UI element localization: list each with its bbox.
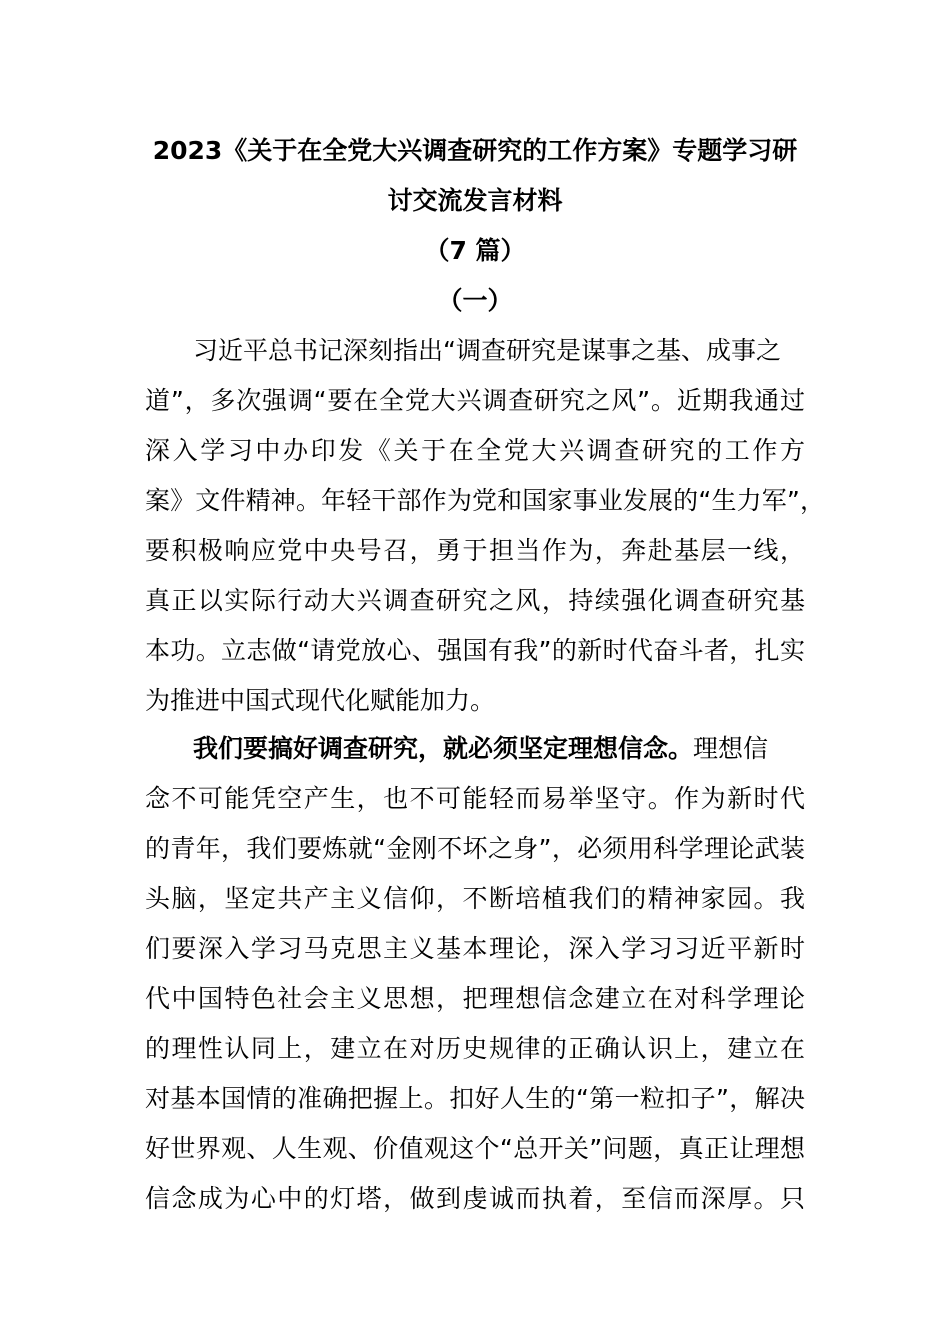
section-heading: （一） [437,286,513,315]
para2-line-4: 头脑，坚定共产主义信仰，不断培植我们的精神家园。我 [145,884,805,913]
para2-line-1-tail: 理想信 [693,734,769,763]
para2-line-9: 好世界观、人生观、价值观这个“总开关”问题，真正让理想 [145,1134,805,1163]
para2-line-10: 信念成为心中的灯塔，做到虔诚而执着，至信而深厚。只 [145,1184,805,1213]
para2-line-5: 们要深入学习马克思主义基本理论，深入学习习近平新时 [145,934,805,963]
para1-line-8: 为推进中国式现代化赋能加力。 [145,686,496,715]
para1-line-4: 案》文件精神。年轻干部作为党和国家事业发展的“生力军”， [145,486,825,515]
para1-line-2: 道”，多次强调“要在全党大兴调查研究之风”。近期我通过 [145,386,805,415]
article-count: （7 篇） [424,236,526,265]
para2-line-7: 的理性认同上，建立在对历史规律的正确认识上，建立在 [145,1034,805,1063]
para2-line-3: 的青年，我们要炼就“金刚不坏之身”，必须用科学理论武装 [145,834,805,863]
para1-line-7: 本功。立志做“请党放心、强国有我”的新时代奋斗者，扎实 [145,636,805,665]
para1-line-1: 习近平总书记深刻指出“调查研究是谋事之基、成事之 [193,336,781,365]
para1-line-6: 真正以实际行动大兴调查研究之风，持续强化调查研究基 [145,586,805,615]
para1-line-3: 深入学习中办印发《关于在全党大兴调查研究的工作方 [145,436,805,465]
para2-heading: 我们要搞好调查研究，就必须坚定理想信念。 [193,734,694,763]
document-title-line-1: 2023《关于在全党大兴调查研究的工作方案》专题学习研 [152,136,798,165]
para1-line-5: 要积极响应党中央号召，勇于担当作为，奔赴基层一线， [145,536,805,565]
para2-line-2: 念不可能凭空产生，也不可能轻而易举坚守。作为新时代 [145,784,805,813]
para2-line-6: 代中国特色社会主义思想，把理想信念建立在对科学理论 [145,984,805,1013]
para2-line-1 [193,734,768,764]
document-title-line-2: 讨交流发言材料 [387,186,563,215]
para2-line-8: 对基本国情的准确把握上。扣好人生的“第一粒扣子”，解决 [145,1084,805,1113]
